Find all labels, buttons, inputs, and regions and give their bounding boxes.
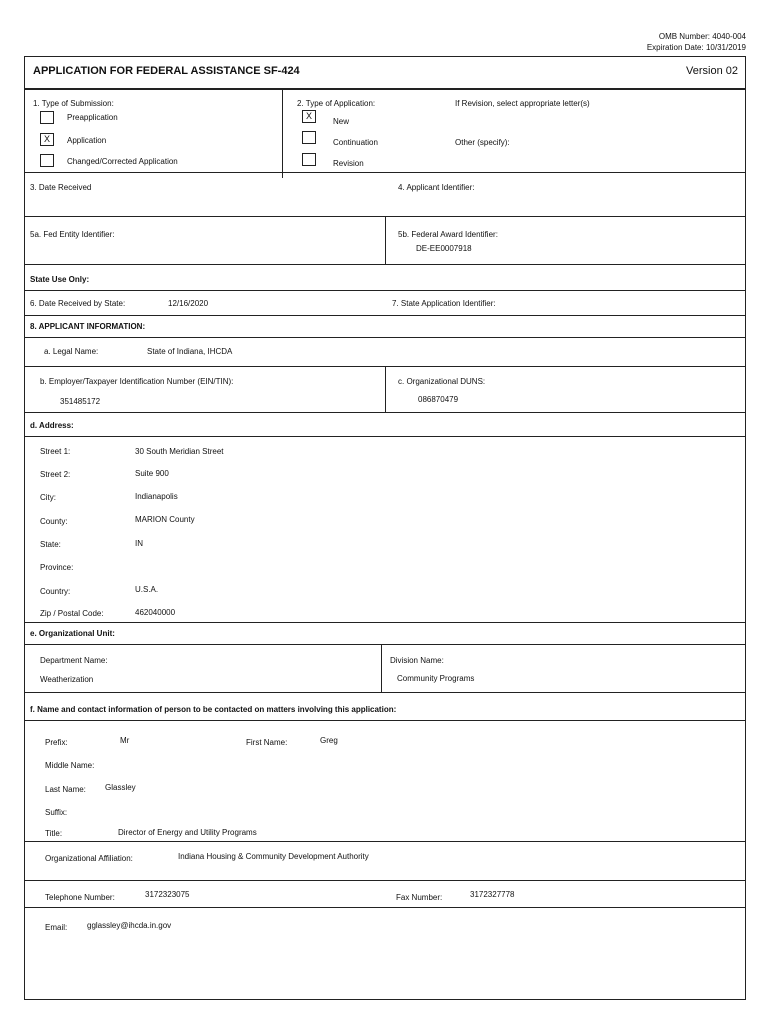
city-value: Indianapolis xyxy=(135,492,178,501)
divider xyxy=(24,412,746,413)
country-value: U.S.A. xyxy=(135,585,159,594)
email-label: Email: xyxy=(45,923,68,932)
revision-label: Revision xyxy=(333,159,364,168)
duns-label: c. Organizational DUNS: xyxy=(398,377,486,386)
divider xyxy=(381,644,382,692)
preapplication-label: Preapplication xyxy=(67,113,118,122)
suffix-label: Suffix: xyxy=(45,808,68,817)
other-specify-label: Other (specify): xyxy=(455,138,510,147)
divider xyxy=(24,315,746,316)
divider xyxy=(385,366,386,412)
county-value: MARION County xyxy=(135,515,195,524)
legal-name-label: a. Legal Name: xyxy=(44,347,99,356)
divider xyxy=(24,290,746,291)
continuation-checkbox[interactable] xyxy=(302,131,316,144)
legal-name-value: State of Indiana, IHCDA xyxy=(147,347,233,356)
city-label: City: xyxy=(40,493,56,502)
new-label: New xyxy=(333,117,350,126)
date-state-label: 6. Date Received by State: xyxy=(30,299,126,308)
org-unit-label: e. Organizational Unit: xyxy=(30,629,115,638)
dept-name-label: Department Name: xyxy=(40,656,108,665)
last-name-label: Last Name: xyxy=(45,785,86,794)
form-version: Version 02 xyxy=(686,65,738,77)
prefix-value: Mr xyxy=(120,736,130,745)
last-name-value: Glassley xyxy=(105,783,136,792)
address-label: d. Address: xyxy=(30,421,74,430)
street1-label: Street 1: xyxy=(40,447,71,456)
divider xyxy=(24,337,746,338)
submission-type-label: 1. Type of Submission: xyxy=(33,99,114,108)
title-label: Title: xyxy=(45,829,63,838)
first-name-value: Greg xyxy=(320,736,338,745)
divider xyxy=(24,622,746,623)
fax-label: Fax Number: xyxy=(396,893,443,902)
county-label: County: xyxy=(40,517,68,526)
revision-letter-label: If Revision, select appropriate letter(s) xyxy=(455,99,590,108)
street1-value: 30 South Meridian Street xyxy=(135,447,224,456)
state-use-label: State Use Only: xyxy=(30,275,90,284)
application-type-label: 2. Type of Application: xyxy=(297,99,376,108)
fax-value: 3172327778 xyxy=(470,890,515,899)
divider xyxy=(24,841,746,842)
province-label: Province: xyxy=(40,563,74,572)
date-state-value: 12/16/2020 xyxy=(168,299,209,308)
phone-value: 3172323075 xyxy=(145,890,190,899)
divider xyxy=(24,172,746,173)
divider xyxy=(24,907,746,908)
changed-application-label: Changed/Corrected Application xyxy=(67,157,178,166)
applicant-identifier-label: 4. Applicant Identifier: xyxy=(398,183,475,192)
divider xyxy=(24,264,746,265)
changed-application-checkbox[interactable] xyxy=(40,154,54,167)
street2-label: Street 2: xyxy=(40,470,71,479)
middle-name-label: Middle Name: xyxy=(45,761,95,770)
divider xyxy=(24,436,746,437)
duns-value: 086870479 xyxy=(418,395,459,404)
divider xyxy=(24,644,746,645)
contact-section-label: f. Name and contact information of person to be contacted on matters involving this application: xyxy=(30,705,397,714)
form-title: APPLICATION FOR FEDERAL ASSISTANCE SF-424 xyxy=(33,65,300,77)
affiliation-value: Indiana Housing & Community Development Authority xyxy=(178,852,369,861)
fed-entity-label: 5a. Fed Entity Identifier: xyxy=(30,230,115,239)
zip-label: Zip / Postal Code: xyxy=(40,609,104,618)
dept-name-value: Weatherization xyxy=(40,675,94,684)
division-name-label: Division Name: xyxy=(390,656,444,665)
application-checkbox[interactable]: X xyxy=(40,133,54,146)
affiliation-label: Organizational Affiliation: xyxy=(45,854,133,863)
application-label: Application xyxy=(67,136,107,145)
expiration-date: Expiration Date: 10/31/2019 xyxy=(646,43,746,52)
prefix-label: Prefix: xyxy=(45,738,68,747)
ein-label: b. Employer/Taxpayer Identification Number (EIN/TIN): xyxy=(40,377,234,386)
division-name-value: Community Programs xyxy=(397,674,475,683)
revision-checkbox[interactable] xyxy=(302,153,316,166)
continuation-label: Continuation xyxy=(333,138,378,147)
state-label: State: xyxy=(40,540,61,549)
fed-award-value: DE-EE0007918 xyxy=(416,244,472,253)
divider xyxy=(24,880,746,881)
state-value: IN xyxy=(135,539,143,548)
new-checkbox[interactable]: X xyxy=(302,110,316,123)
fed-award-label: 5b. Federal Award Identifier: xyxy=(398,230,498,239)
divider xyxy=(24,692,746,693)
divider xyxy=(24,88,746,90)
ein-value: 351485172 xyxy=(60,397,101,406)
phone-label: Telephone Number: xyxy=(45,893,115,902)
state-app-id-label: 7. State Application Identifier: xyxy=(392,299,496,308)
divider xyxy=(385,216,386,264)
country-label: Country: xyxy=(40,587,71,596)
first-name-label: First Name: xyxy=(246,738,288,747)
zip-value: 462040000 xyxy=(135,608,176,617)
street2-value: Suite 900 xyxy=(135,469,169,478)
preapplication-checkbox[interactable] xyxy=(40,111,54,124)
omb-number: OMB Number: 4040-004 xyxy=(658,32,746,41)
divider xyxy=(282,90,283,178)
title-value: Director of Energy and Utility Programs xyxy=(118,828,257,837)
applicant-info-label: 8. APPLICANT INFORMATION: xyxy=(30,322,146,331)
date-received-label: 3. Date Received xyxy=(30,183,92,192)
divider xyxy=(24,720,746,721)
email-value: gglassley@ihcda.in.gov xyxy=(87,921,172,930)
